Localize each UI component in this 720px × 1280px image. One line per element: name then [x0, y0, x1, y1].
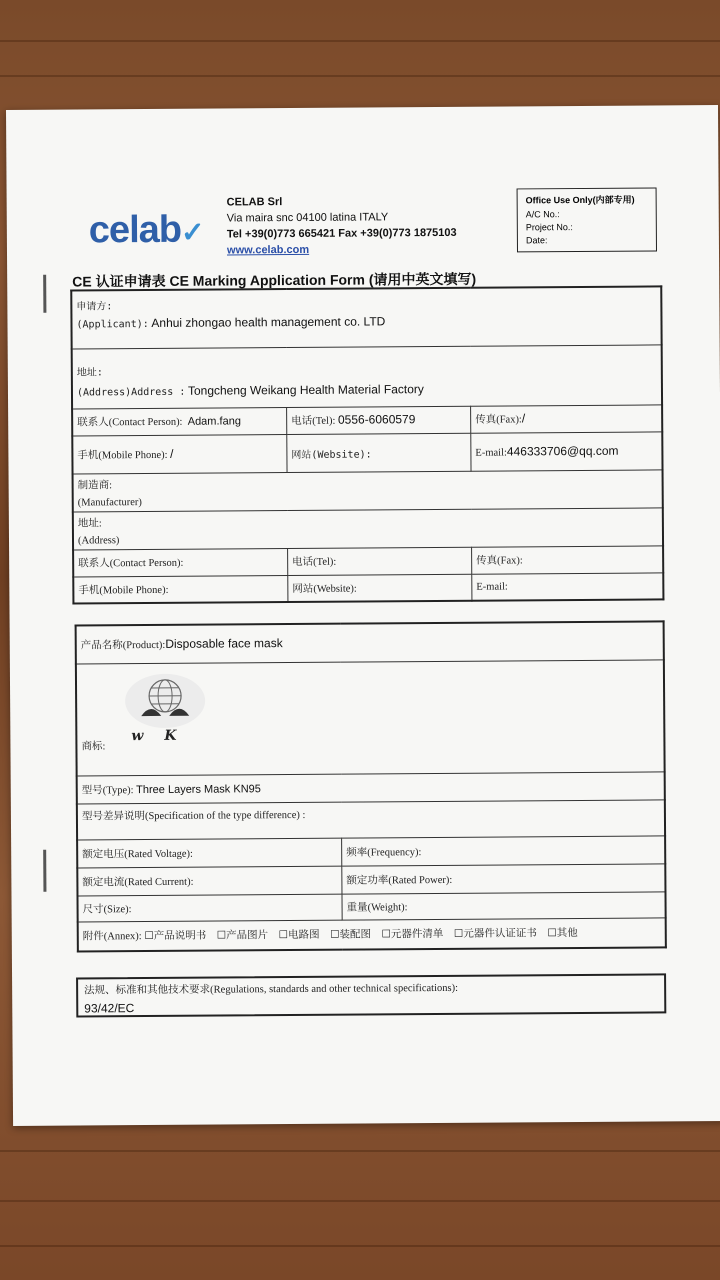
manufacturer-label-cn: 制造商: — [77, 479, 113, 492]
form-title: CE 认证申请表 CE Marking Application Form (请用中英文填写) — [72, 270, 477, 290]
applicant-label-en: (Applicant): — [76, 319, 149, 331]
office-date: Date: — [525, 235, 548, 246]
manufacturer-tel-label: 电话(Tel): — [292, 556, 337, 569]
regulations-box — [76, 973, 666, 1017]
type-value[interactable]: Three Layers Mask KN95 — [136, 782, 261, 796]
annex-checkbox-pictures[interactable]: ☐产品图片 — [216, 930, 269, 942]
checkmark-icon: ✓ — [180, 216, 204, 248]
product-name-value[interactable]: Disposable face mask — [165, 635, 283, 651]
rated-current-label: 额定电流(Rated Current): — [82, 876, 194, 888]
manufacturer-address-label-en: (Address) — [77, 534, 120, 547]
size-label: 尺寸(Size): — [82, 903, 132, 915]
spec-difference-label: 型号差异说明(Specification of the type difference) : — [81, 809, 306, 822]
applicant-tel-label: 电话(Tel): — [291, 415, 336, 428]
globe-logo-icon — [123, 671, 207, 730]
staple-top — [43, 275, 46, 313]
applicant-tel-value[interactable]: 0556-6060579 — [337, 412, 416, 427]
regulations-label: 法规、标准和其他技术要求(Regulations, standards and other technical specifications): — [84, 982, 459, 997]
applicant-address-value[interactable]: Tongcheng Weikang Health Material Factory — [187, 381, 424, 398]
office-use-box — [517, 187, 657, 252]
applicant-label-cn: 申请方: — [76, 301, 113, 313]
regulations-value[interactable]: 93/42/EC — [84, 1001, 135, 1016]
manufacturer-mobile-label: 手机(Mobile Phone): — [78, 584, 169, 597]
manufacturer-label-en: (Manufacturer) — [77, 496, 142, 509]
rated-power-label: 额定功率(Rated Power): — [346, 874, 453, 887]
application-form-paper — [6, 105, 720, 1126]
annex-checkbox-other[interactable]: ☐其他 — [547, 928, 578, 940]
manufacturer-address-label-cn: 地址: — [77, 517, 102, 530]
frequency-label: 频率(Frequency): — [346, 846, 422, 859]
applicant-email-label: E-mail: — [475, 447, 507, 459]
office-title: Office Use Only(内部专用) — [525, 194, 635, 206]
applicant-value[interactable]: Anhui zhongao health management co. LTD — [151, 314, 386, 330]
annex-label: 附件(Annex): — [82, 931, 142, 943]
applicant-website-label: 网站(Website): — [291, 448, 372, 461]
brand-letters: w K — [131, 727, 185, 744]
company-address: Via maira snc 04100 latina ITALY — [226, 211, 389, 225]
staple-bottom — [43, 850, 46, 892]
annex-checkbox-components[interactable]: ☐元器件清单 — [381, 929, 444, 941]
annex-checkbox-manual[interactable]: ☐产品说明书 — [144, 930, 207, 943]
applicant-mobile-label: 手机(Mobile Phone): — [77, 449, 168, 462]
celab-logo: celab✓ — [88, 208, 204, 252]
applicant-address-label-cn: 地址: — [76, 366, 103, 379]
applicant-table — [70, 285, 664, 604]
office-ac-no: A/C No.: — [525, 209, 560, 220]
applicant-fax-label: 传真(Fax): — [475, 414, 522, 426]
applicant-contact-value[interactable]: Adam.fang — [187, 415, 241, 428]
manufacturer-fax-label: 传真(Fax): — [476, 555, 523, 567]
office-project-no: Project No.: — [525, 222, 573, 233]
brand-label: 商标: — [81, 740, 106, 752]
manufacturer-contact-label: 联系人(Contact Person): — [78, 557, 184, 570]
annex-checkbox-assembly[interactable]: ☐装配图 — [330, 929, 372, 942]
rated-voltage-label: 额定电压(Rated Voltage): — [82, 848, 193, 860]
product-name-label: 产品名称(Product): — [80, 639, 166, 652]
applicant-email-value[interactable]: 446333706@qq.com — [506, 443, 619, 459]
annex-checkbox-certificates[interactable]: ☐元器件认证证书 — [453, 928, 537, 941]
weight-label: 重量(Weight): — [346, 901, 408, 914]
manufacturer-email-label: E-mail: — [476, 581, 508, 593]
product-table — [75, 620, 667, 952]
company-name: CELAB Srl — [226, 196, 283, 209]
applicant-contact-label: 联系人(Contact Person): — [77, 416, 183, 429]
applicant-fax-value[interactable]: / — [521, 411, 526, 426]
applicant-mobile-value[interactable]: / — [170, 446, 174, 461]
annex-checkbox-circuit[interactable]: ☐电路图 — [278, 930, 320, 942]
applicant-address-label-en: (Address)Address : — [76, 386, 186, 399]
company-website-link[interactable]: www.celab.com — [226, 243, 310, 257]
type-label: 型号(Type): — [81, 784, 134, 796]
manufacturer-website-label: 网站(Website): — [292, 583, 357, 595]
company-phone: Tel +39(0)773 665421 Fax +39(0)773 1875103 — [226, 226, 457, 241]
